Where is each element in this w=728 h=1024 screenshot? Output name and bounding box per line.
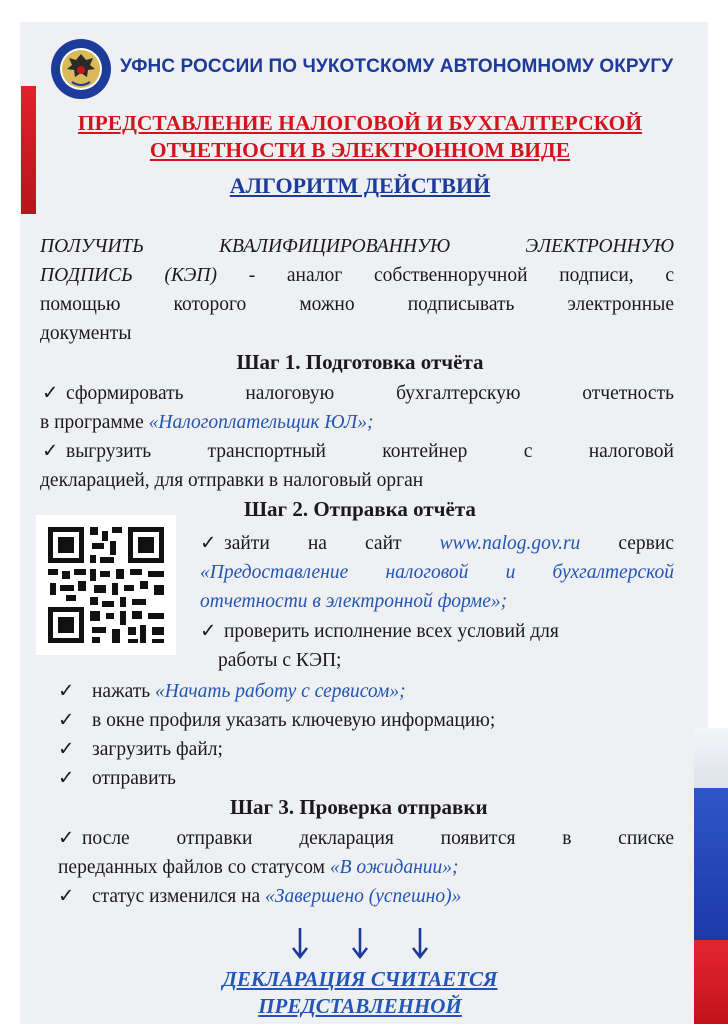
org-name: УФНС РОССИИ ПО ЧУКОТСКОМУ АВТОНОМНОМУ ОКРУГУ <box>120 56 674 77</box>
intro-line-1: ПОЛУЧИТЬ КВАЛИФИЦИРОВАННУЮ ЭЛЕКТРОННУЮ <box>40 236 674 257</box>
step-2-item-4: ✓ в окне профиля указать ключевую информацию; <box>58 706 495 735</box>
title-line-1: ПРЕДСТАВЛЕНИЕ НАЛОГОВОЙ И БУХГАЛТЕРСКОЙ <box>77 111 643 135</box>
step-2-item-2-line-2: работы с КЭП; <box>218 650 342 671</box>
arrow-down-icon <box>290 926 310 960</box>
check-icon: ✓ <box>42 383 59 404</box>
step-1-item-1-line-2: в программе «Налогоплательщик ЮЛ»; <box>40 412 374 433</box>
check-icon: ✓ <box>58 710 75 731</box>
intro-line-4: документы <box>40 323 132 344</box>
check-icon: ✓ <box>58 828 75 849</box>
flag-stripe-white <box>694 728 728 788</box>
service-name-line-1: «Предоставление налоговой и бухгалтерской <box>200 562 674 583</box>
check-icon: ✓ <box>58 739 75 760</box>
step-3-item-1-line-2: переданных файлов со статусом «В ожидании»; <box>58 857 459 878</box>
arrow-down-icon <box>410 926 430 960</box>
title-line-2: ОТЧЕТНОСТИ В ЭЛЕКТРОННОМ ВИДЕ <box>149 138 571 162</box>
check-icon: ✓ <box>200 533 217 554</box>
step-1-item-1: ✓ сформировать налоговую бухгалтерскую отчетность <box>42 379 674 408</box>
check-icon: ✓ <box>58 768 75 789</box>
step-2-item-3: ✓ нажать «Начать работу с сервисом»; <box>58 677 406 706</box>
status-pending: «В ожидании»; <box>329 857 459 878</box>
arrow-down-icon <box>350 926 370 960</box>
step-2-item-1: ✓ зайти на сайт www.nalog.gov.ru сервис <box>200 529 674 558</box>
check-icon: ✓ <box>58 886 75 907</box>
step-1-item-2-line-2: декларацией, для отправки в налоговый орган <box>40 470 424 491</box>
step-2-item-5: ✓ загрузить файл; <box>58 735 223 764</box>
step-2-item-6: ✓ отправить <box>58 764 176 793</box>
fns-emblem-logo <box>50 38 112 100</box>
step-3-heading: Шаг 3. Проверка отправки <box>230 795 488 819</box>
intro-line-3: помощью которого можно подписывать электронные <box>40 294 674 315</box>
red-accent-bar <box>21 86 36 214</box>
site-link[interactable]: www.nalog.gov.ru <box>439 533 581 554</box>
check-icon: ✓ <box>42 441 59 462</box>
step-2-item-2: ✓ проверить исполнение всех условий для <box>200 617 559 646</box>
start-service-link: «Начать работу с сервисом»; <box>155 681 406 702</box>
step-3-item-2: ✓ статус изменился на «Завершено (успешно)» <box>58 882 461 911</box>
step-2-heading: Шаг 2. Отправка отчёта <box>244 497 476 521</box>
flag-stripe-red <box>694 940 728 1024</box>
service-name-line-2: отчетности в электронной форме»; <box>200 591 508 612</box>
flag-stripe-blue <box>694 788 728 940</box>
qr-code-image[interactable] <box>36 515 176 655</box>
step-1-heading: Шаг 1. Подготовка отчёта <box>236 350 484 374</box>
down-arrows <box>290 926 430 960</box>
intro-line-2: ПОДПИСЬ (КЭП) - аналог собственноручной подписи, с <box>40 265 674 286</box>
conclusion-line-1: ДЕКЛАРАЦИЯ СЧИТАЕТСЯ <box>222 967 498 991</box>
step-1-item-2: ✓ выгрузить транспортный контейнер с налоговой <box>42 437 674 466</box>
subtitle: АЛГОРИТМ ДЕЙСТВИЙ <box>229 173 491 198</box>
step-3-item-1: ✓ после отправки декларация появится в списке <box>58 824 674 853</box>
check-icon: ✓ <box>200 621 217 642</box>
program-name: «Налогоплательщик ЮЛ»; <box>148 412 374 433</box>
status-completed: «Завершено (успешно)» <box>265 886 462 907</box>
check-icon: ✓ <box>58 681 75 702</box>
kep-term: ПОДПИСЬ (КЭП) <box>40 265 217 286</box>
conclusion-line-2: ПРЕДСТАВЛЕННОЙ <box>258 994 462 1018</box>
